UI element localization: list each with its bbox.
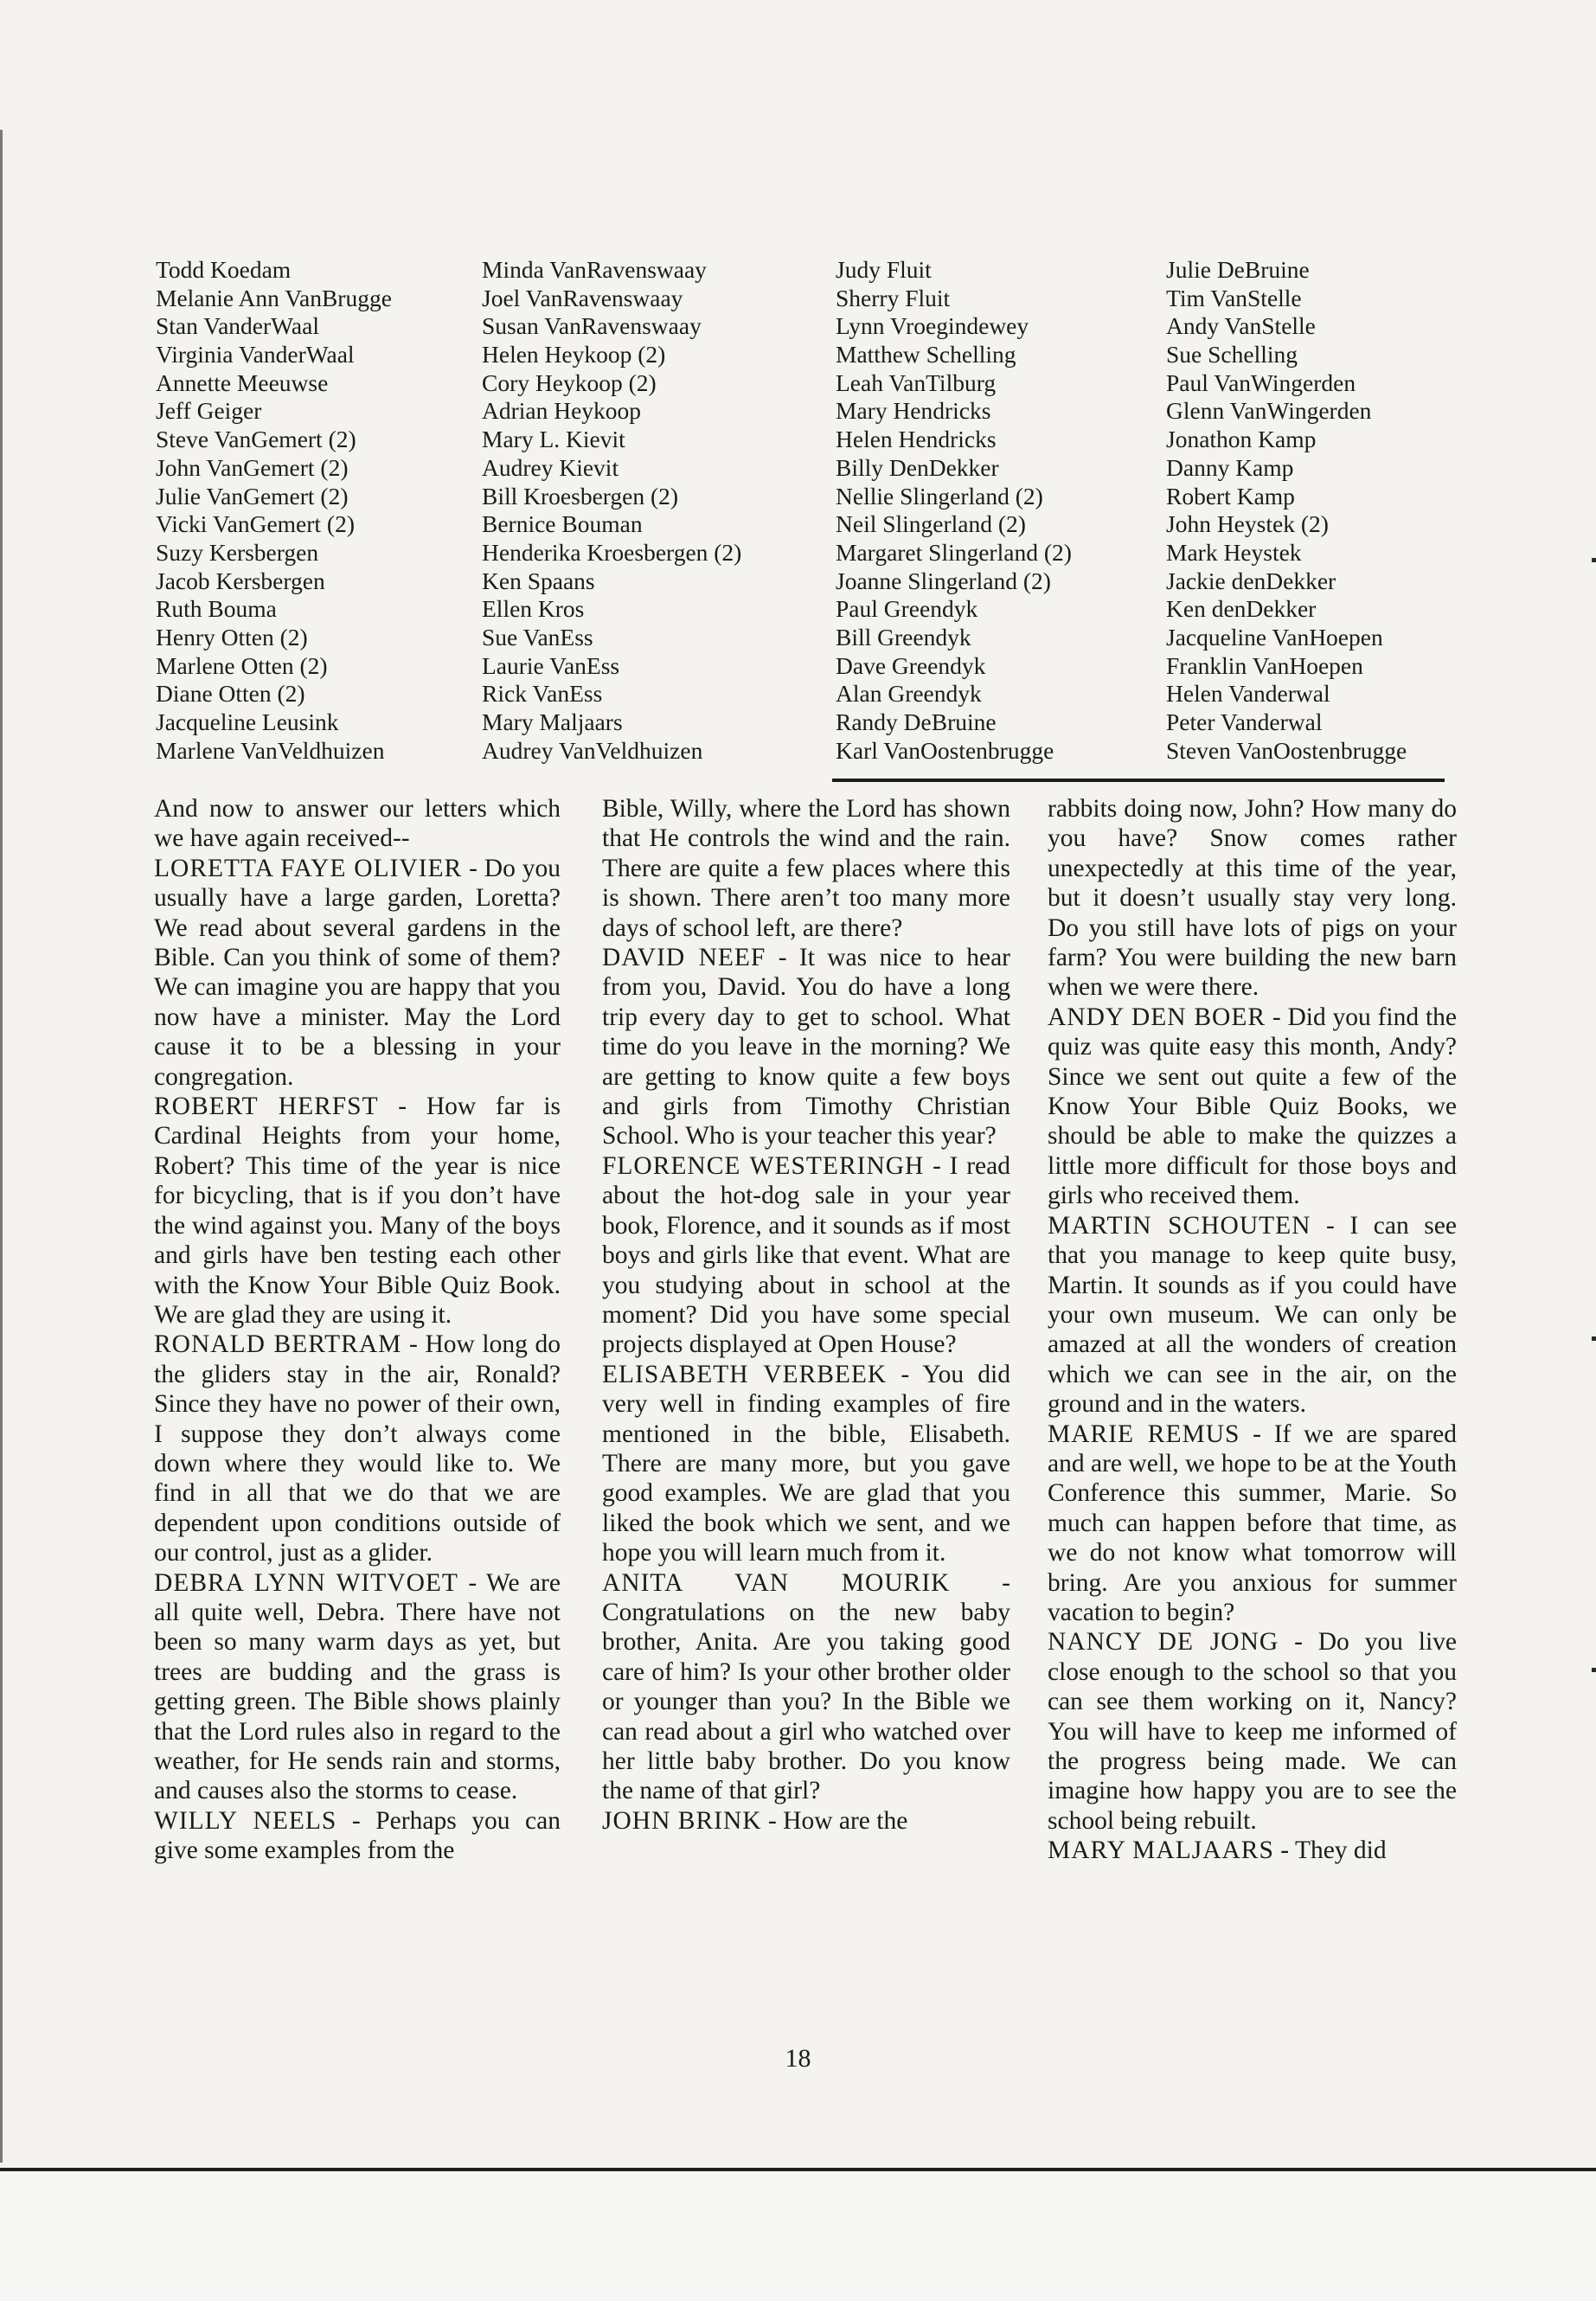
name-entry: Joanne Slingerland (2) [836,567,1051,594]
name-entry: Bill Greendyk [836,623,971,651]
name-entry: John VanGemert (2) [156,453,349,481]
name-list [156,256,1471,772]
letter-paragraph [1048,1627,1457,1836]
letter-text: - If we are spared and are well, we hope to be at the Youth Conference this summer, Marie. So much can happen before that time, as we do not know what tomorrow will bring. Are you anxious for summer vacation to begin? [1048,1420,1457,1626]
name-entry: Henderika Kroesbergen (2) [482,538,742,566]
letter-writer-name: MARTIN SCHOUTEN [1048,1211,1311,1240]
name-entry: Audrey VanVeldhuizen [482,736,703,764]
name-entry: Rick VanEss [482,680,603,708]
name-entry: Jonathon Kamp [1166,426,1317,453]
name-entry: Mary L. Kievit [482,426,625,453]
letter-writer-name: ELISABETH VERBEEK [602,1360,888,1388]
name-entry: Matthew Schelling [836,341,1016,369]
letter-paragraph [154,1806,561,1866]
letter-text: - Perhaps you can give some examples from the [154,1806,561,1865]
name-entry: Jacqueline VanHoepen [1166,623,1383,651]
letter-paragraph [602,1568,1010,1806]
name-entry: Adrian Heykoop [482,397,642,425]
letter-text: - Congratulations on the new baby brother, Anita. Are you taking good care of him? Is your other brother older or younger than you? In the Bible we can read about a girl who watched over her little baby brother. Do you know the name of that girl? [602,1568,1011,1805]
letter-writer-name: RONALD BERTRAM [154,1330,402,1359]
name-entry: Vicki VanGemert (2) [156,510,355,538]
letter-text: - Did you find the quiz was quite easy this month, Andy? Since we sent out quite a few of the Know Your Bible Quiz Books, we should be able to make the quizzes a little more difficult for those boys and girls who received them. [1048,1003,1457,1210]
name-entry: Mark Heystek [1166,538,1302,566]
name-entry: Marlene VanVeldhuizen [156,736,385,764]
body-column-3 [1048,794,1457,1866]
scan-left-edge [0,130,3,2163]
name-entry: Karl VanOostenbrugge [836,736,1054,764]
scan-margin [0,2171,1596,2301]
name-entry: Stan VanderWaal [156,312,319,340]
name-entry: Jeff Geiger [156,397,262,425]
letter-paragraph [1048,1420,1457,1628]
letter-writer-name: JOHN BRINK [602,1806,762,1835]
body-column-2 [602,794,1010,1836]
name-entry: Peter Vanderwal [1166,708,1323,735]
name-entry: Mary Maljaars [482,708,623,735]
letter-writer-name: LORETTA FAYE OLIVIER [154,854,463,882]
name-entry: Mary Hendricks [836,397,991,425]
name-column-4 [1166,256,1407,765]
scan-edge-mark [1592,558,1596,562]
name-entry: Minda VanRavenswaay [482,256,707,283]
name-entry: Jacqueline Leusink [156,708,339,735]
name-entry: Andy VanStelle [1166,312,1316,340]
name-entry: Bernice Bouman [482,510,643,538]
letter-paragraph [602,794,1010,943]
letter-writer-name: NANCY DE JONG [1048,1628,1279,1657]
letter-text: - We are all quite well, Debra. There have not been so many warm days as yet, but trees are budding and the grass is getting green. The Bible shows plainly that the Lord rules also in regard to the weather, for He sends rain and storms, and causes also the storms to cease. [154,1568,561,1805]
name-entry: Susan VanRavenswaay [482,312,702,340]
letter-paragraph [1048,794,1457,1003]
name-entry: Annette Meeuwse [156,369,329,396]
letter-writer-name: DEBRA LYNN WITVOET [154,1568,458,1597]
letter-paragraph [602,1806,1010,1836]
letter-paragraph [154,854,561,1092]
letter-text: - It was nice to hear from you, David. You do have a long trip every day to get to school. What time do you leave in the morning? We are getting to know quite a few boys and girls from Timothy Christian School. Who is your teacher this year? [602,944,1010,1150]
name-entry: Jackie denDekker [1166,567,1336,594]
letter-writer-name: MARY MALJAARS [1048,1836,1274,1865]
name-column-2 [482,256,741,765]
letter-text: - How far is Cardinal Heights from your home, Robert? This time of the year is nice for bicycling, that is if you don’t have the wind against you. Many of the boys and girls have ben testing each other with the Know Your Bible Quiz Book. We are glad they are using it. [154,1093,561,1329]
letter-paragraph [602,1151,1010,1360]
name-entry: Danny Kamp [1166,453,1294,481]
name-entry: Tim VanStelle [1166,284,1302,311]
name-entry: Julie VanGemert (2) [156,482,349,510]
name-entry: Ken Spaans [482,567,595,594]
letter-paragraph [602,943,1010,1151]
letter-text: - Do you usually have a large garden, Loretta? We read about several gardens in the Bible. Can you think of some of them? We can imagine you are happy that you now have a minister. May the Lord cause it to be a blessing in your congregation. [154,854,561,1091]
name-entry: Julie DeBruine [1166,256,1310,283]
name-entry: John Heystek (2) [1166,510,1329,538]
letter-paragraph [1048,1211,1457,1420]
name-entry: Virginia VanderWaal [156,341,355,369]
name-entry: Henry Otten (2) [156,623,308,651]
name-entry: Paul Greendyk [836,595,978,623]
name-entry: Helen Vanderwal [1166,680,1330,708]
name-entry: Melanie Ann VanBrugge [156,284,392,311]
name-entry: Ken denDekker [1166,595,1317,623]
name-entry: Suzy Kersbergen [156,538,319,566]
section-divider [832,779,1445,782]
letter-paragraph [602,1360,1010,1568]
letter-text: And now to answer our letters which we have again received-- [154,795,561,853]
name-entry: Cory Heykoop (2) [482,369,657,396]
letter-writer-name: FLORENCE WESTERINGH [602,1151,925,1180]
name-entry: Lynn Vroegindewey [836,312,1029,340]
name-entry: Ruth Bouma [156,595,277,623]
name-entry: Steve VanGemert (2) [156,426,356,453]
name-column-1 [156,256,392,765]
name-entry: Helen Hendricks [836,426,997,453]
letter-text: - How are the [761,1806,908,1835]
letter-writer-name: ROBERT HERFST [154,1093,379,1121]
name-entry: Ellen Kros [482,595,585,623]
name-entry: Randy DeBruine [836,708,997,735]
name-entry: Judy Fluit [836,256,932,283]
name-entry: Franklin VanHoepen [1166,651,1363,679]
name-entry: Alan Greendyk [836,680,982,708]
letter-paragraph [154,1330,561,1567]
letter-writer-name: WILLY NEELS [154,1806,337,1835]
letter-paragraph [154,1092,561,1330]
name-entry: Marlene Otten (2) [156,651,328,679]
name-entry: Diane Otten (2) [156,680,305,708]
letter-paragraph [1048,1836,1457,1865]
name-entry: Steven VanOostenbrugge [1166,736,1407,764]
name-entry: Neil Slingerland (2) [836,510,1026,538]
name-entry: Glenn VanWingerden [1166,397,1372,425]
name-entry: Billy DenDekker [836,453,999,481]
letter-paragraph [154,794,561,854]
letter-text: - They did [1273,1836,1387,1865]
name-entry: Sue Schelling [1166,341,1298,369]
name-entry: Laurie VanEss [482,651,620,679]
name-entry: Margaret Slingerland (2) [836,538,1072,566]
scan-edge-mark [1592,1668,1596,1672]
name-entry: Audrey Kievit [482,453,619,481]
letter-writer-name: DAVID NEEF [602,944,766,972]
name-entry: Leah VanTilburg [836,369,997,396]
letter-text: - I read about the hot-dog sale in your year book, Florence, and it sounds as if most boys and girls like that event. What are you studying about in school at the moment? Did you have some special projects displayed at Open House? [602,1151,1010,1359]
name-entry: Sherry Fluit [836,284,951,311]
letter-text: - Do you live close enough to the school so that you can see them working on it, Nancy? You will have to keep me informed of the progress being made. We can imagine how happy you are to see the school being rebuilt. [1048,1628,1457,1835]
name-entry: Todd Koedam [156,256,292,283]
letter-writer-name: MARIE REMUS [1048,1420,1240,1448]
letter-writer-name: ANITA VAN MOURIK [602,1568,951,1597]
name-entry: Nellie Slingerland (2) [836,482,1043,510]
scan-edge-mark [1592,1336,1596,1341]
letter-text: Bible, Willy, where the Lord has shown that He controls the wind and the rain. There are quite a few places where this is shown. There aren’t too many more days of school left, are there? [602,795,1010,942]
letter-text: - How long do the gliders stay in the air, Ronald? Since they have no power of their own, I suppose they don’t always come down where they would like to. We find in all that we do that we are dependent upon conditions outside of our control, just as a glider. [154,1330,561,1567]
body-column-1 [154,794,561,1866]
letter-text: - I can see that you manage to keep quite busy, Martin. It sounds as if you could have your own museum. We can only be amazed at all the wonders of creation which we can see in the air, on the ground and in the waters. [1048,1211,1457,1419]
letter-paragraph [1048,1003,1457,1211]
name-entry: Robert Kamp [1166,482,1295,510]
name-entry: Bill Kroesbergen (2) [482,482,679,510]
letter-text: rabbits doing now, John? How many do you have? Snow comes rather unexpectedly at this time of the year, but it doesn’t usually stay very long. Do you still have lots of pigs on your farm? You were building the new barn when we were there. [1048,795,1457,1002]
name-entry: Dave Greendyk [836,651,986,679]
name-entry: Sue VanEss [482,623,593,651]
name-entry: Joel VanRavenswaay [482,284,683,311]
letter-text: - You did very well in finding examples of fire mentioned in the bible, Elisabeth. There are many more, but you gave good examples. We are glad that you liked the book which we sent, and we hope you will learn much from it. [602,1360,1010,1567]
letter-writer-name: ANDY DEN BOER [1048,1003,1266,1031]
name-entry: Paul VanWingerden [1166,369,1356,396]
page-number: 18 [785,2044,811,2073]
name-entry: Jacob Kersbergen [156,567,325,594]
name-column-3 [836,256,1072,765]
name-entry: Helen Heykoop (2) [482,341,666,369]
letter-paragraph [154,1568,561,1806]
